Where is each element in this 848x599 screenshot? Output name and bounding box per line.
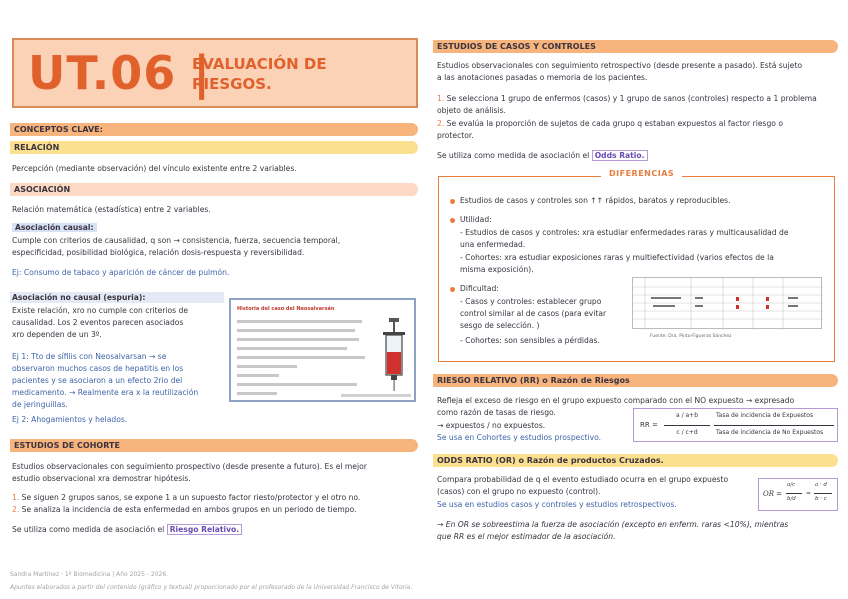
diff-b1: Estudios de casos y controles son ↑↑ rápidos, baratos y reproducibles. xyxy=(460,196,731,205)
diff-b2-l3: - Cohortes: xra estudiar exposiciones raras y multiefectividad (varios efectos de la xyxy=(460,253,774,262)
or-heading: ODDS RATIO (OR) o Razón de productos Cruzados. xyxy=(433,454,838,467)
casos-heading: ESTUDIOS DE CASOS Y CONTROLES xyxy=(433,40,838,53)
page-title: EVALUACIÓN DE RIESGOS. xyxy=(192,55,327,93)
diff-b3-l2: control similar al de casos (para evitar xyxy=(460,309,607,318)
syringe-icon xyxy=(377,316,411,392)
figure-caption: Historia del caso del Neosalvarsán xyxy=(237,306,335,312)
or-highlight: Odds Ratio. xyxy=(592,150,648,161)
unit-code: UT.06 | xyxy=(28,46,212,100)
footer-author: Sandra Martínez · 1º Biomedicina | Año 2025 - 2026. xyxy=(10,571,169,578)
rr-formula-label: RR = xyxy=(640,421,658,429)
diferencias-title: DIFERENCIAS xyxy=(601,169,682,178)
cohorte-item-2: 2. Se analiza la incidencia de esta enfermedad en ambos grupos en un periodo de tiempo. xyxy=(12,505,357,514)
asociacion-heading: ASOCIACIÓN xyxy=(10,183,418,196)
conceptos-heading: CONCEPTOS CLAVE: xyxy=(10,123,418,136)
cohorte-measure: Se utiliza como medida de asociación el Riesgo Relativo. xyxy=(12,524,242,536)
or-line-1: Compara probabilidad de q el evento estudiado ocurra en el grupo expuesto xyxy=(437,475,729,484)
ej1-line-5: de jeringuillas. xyxy=(12,400,68,409)
rr-formula-den: c / c+d xyxy=(676,429,698,436)
or-formula-box: OR = a/c b/d = a · d b · c xyxy=(758,478,838,511)
casos-item-2a: 2. Se evalúa la proporción de sujetos de cada grupo q estaban expuestos al factor riesgo o xyxy=(437,119,783,128)
diff-b2-l4: misma exposición). xyxy=(460,265,534,274)
casos-measure: Se utiliza como medida de asociación el Odds Ratio. xyxy=(437,150,648,162)
rr-line-1: Refleja el exceso de riesgo en el grupo expuesto comparado con el NO expuesto → expresado xyxy=(437,396,795,405)
diff-b3: Dificultad: xyxy=(460,284,499,293)
or-formula-b: b/d xyxy=(787,496,796,502)
ej2-text: Ej 2: Ahogamientos y helados. xyxy=(12,415,128,424)
ej1-line-4: medicamento. → Realmente era x la reutilización xyxy=(12,388,199,397)
or-formula-c: a · d xyxy=(815,482,828,488)
title-box xyxy=(12,38,418,108)
diff-b3-l4: - Cohortes: son sensibles a pérdidas. xyxy=(460,336,600,345)
bullet-icon xyxy=(450,218,455,223)
asociacion-text: Relación matemática (estadística) entre 2 variables. xyxy=(12,205,211,214)
rr-line-2: como razón de tasas de riesgo. xyxy=(437,408,556,417)
diff-b2: Utilidad: xyxy=(460,215,492,224)
nocausal-line-1: Existe relación, xro no cumple con criterios de xyxy=(12,306,189,315)
nocausal-line-2: causalidad. Los 2 eventos parecen asociados xyxy=(12,318,184,327)
diff-b2-l1: - Estudios de casos y controles: xra estudiar enfermedades raras y multicausalidad de xyxy=(460,228,789,237)
rr-highlight: Riesgo Relativo. xyxy=(167,524,242,535)
diff-b2-l2: una enfermedad. xyxy=(460,240,526,249)
nocausal-line-3: xro dependen de un 3º. xyxy=(12,330,102,339)
relacion-text: Percepción (mediante observación) del vínculo existente entre 2 variables. xyxy=(12,164,297,173)
ej1-line-2: observaron muchos casos de hepatitis en los xyxy=(12,364,184,373)
ej1-line-1: Ej 1: Tto de sífilis con Neosalvarsan → se xyxy=(12,352,167,361)
or-line-3: Se usa en estudios casos y controles y estudios retrospectivos. xyxy=(437,500,677,509)
cohorte-heading: ESTUDIOS DE COHORTE xyxy=(10,439,418,452)
rr-formula-den-text: Tasa de incidencia de No Expuestos xyxy=(716,429,824,436)
rr-formula-num: a / a+b xyxy=(675,412,699,419)
causal-text-1: Cumple con criterios de causalidad, q son → consistencia, fuerza, secuencia temporal, xyxy=(12,236,341,245)
or-line-2: (casos) con el grupo no expuesto (control). xyxy=(437,487,601,496)
casos-item-1a: 1. Se selecciona 1 grupo de enfermos (casos) y 1 grupo de sanos (controles) respecto a 1 problema xyxy=(437,94,817,103)
casos-text-1: Estudios observacionales con seguimiento retrospectivo (desde presente a pasado). Está sujeto xyxy=(437,61,802,70)
or-formula-a: a/c xyxy=(787,482,796,488)
rr-heading: RIESGO RELATIVO (RR) o Razón de Riesgos xyxy=(433,374,838,387)
rr-formula-box xyxy=(633,408,838,442)
or-note-2: que RR es el mejor estimador de la asociación. xyxy=(437,532,616,541)
figure-text-lines xyxy=(237,320,367,401)
cohorte-text-2: estudio observacional xra demostrar hipótesis. xyxy=(12,474,191,483)
casos-item-2b: protector. xyxy=(437,131,474,140)
contingency-table-figure xyxy=(632,277,822,329)
relacion-heading: RELACIÓN xyxy=(10,141,418,154)
diff-b3-l1: - Casos y controles: establecer grupo xyxy=(460,297,602,306)
table-caption: Fuente: Dra. Pinto-Figueras Sánchez xyxy=(650,334,732,339)
table-grid xyxy=(633,278,823,330)
or-formula-label: OR = xyxy=(763,490,783,498)
or-note-1: → En OR se sobreestima la fuerza de asociación (excepto en enferm. raras <10%), mientras xyxy=(437,520,789,529)
bullet-icon xyxy=(450,199,455,204)
neosalvarsan-figure xyxy=(229,298,416,402)
casos-item-1b: objeto de análisis. xyxy=(437,106,506,115)
footer-source: Apuntes elaborados a partir del contenido (gráfico y textual) proporcionado por el profesorado de la Universidad Francisco de Vitoria. xyxy=(10,584,413,591)
causal-text-2: especificidad, posibilidad biológica, relación dosis-respuesta y reversibilidad. xyxy=(12,248,305,257)
rr-formula-num-text: Tasa de incidencia de Expuestos xyxy=(716,412,814,419)
causal-label: Asociación causal: xyxy=(12,223,97,232)
or-formula-d: b · c xyxy=(815,496,827,502)
ej1-line-3: pacientes y se asociaron a un efecto 2rio del xyxy=(12,376,183,385)
cohorte-text-1: Estudios observacionales con seguimiento prospectivo (desde presente a futuro). Es el mejor xyxy=(12,462,367,471)
cohorte-item-1: 1. Se siguen 2 grupos sanos, se expone 1 a un supuesto factor riesto/protector y el otro no. xyxy=(12,493,361,502)
diff-b3-l3: sesgo de selección. ) xyxy=(460,321,540,330)
rr-line-4: Se usa en Cohortes y estudios prospectivo. xyxy=(437,433,602,442)
casos-text-2: a las anotaciones pasadas o memoria de los pacientes. xyxy=(437,73,648,82)
bullet-icon xyxy=(450,287,455,292)
rr-line-3: → expuestos / no expuestos. xyxy=(437,421,546,430)
nocausal-label: Asociación no causal (espuria): xyxy=(12,293,146,302)
causal-example: Ej: Consumo de tabaco y aparición de cáncer de pulmón. xyxy=(12,268,230,277)
